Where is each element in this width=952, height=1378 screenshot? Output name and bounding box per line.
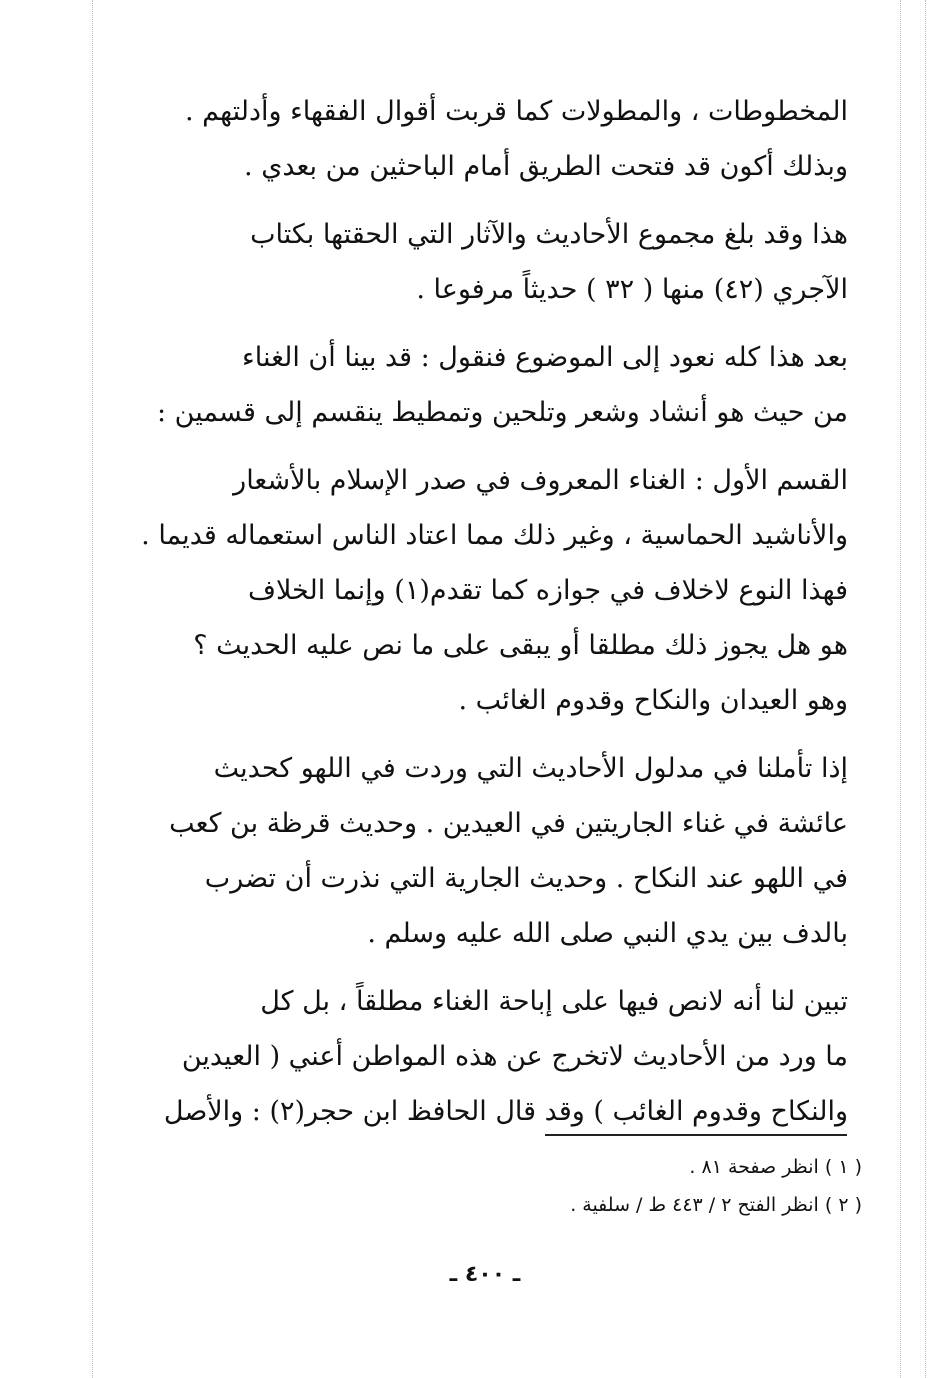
scan-guide-left	[92, 0, 93, 1378]
text-line: وهو العيدان والنكاح وقدوم الغائب .	[458, 685, 848, 716]
footnote-separator	[545, 1134, 847, 1136]
text-line: والأناشيد الحماسية ، وغير ذلك مما اعتاد الناس استعماله قديما .	[141, 520, 848, 551]
text-line: ما ورد من الأحاديث لاتخرج عن هذه المواطن أعني ( العيدين	[181, 1041, 848, 1072]
text-line: هو هل يجوز ذلك مطلقا أو يبقى على ما نص عليه الحديث ؟	[193, 630, 848, 661]
text-line: والنكاح وقدوم الغائب ) وقد قال الحافظ ابن حجر(٢) : والأصل	[163, 1096, 848, 1127]
footnote-2: ( ٢ ) انظر الفتح ٢ / ٤٤٣ ط / سلفية .	[570, 1194, 862, 1216]
text-line: بعد هذا كله نعود إلى الموضوع فنقول : قد بينا أن الغناء	[242, 342, 848, 373]
text-line: بالدف بين يدي النبي صلى الله عليه وسلم .	[367, 918, 848, 949]
paragraph	[132, 330, 848, 440]
footnotes	[400, 1148, 862, 1224]
body-text	[132, 84, 848, 1152]
text-line: في اللهو عند النكاح . وحديث الجارية التي نذرت أن تضرب	[204, 863, 848, 894]
text-line: المخطوطات ، والمطولات كما قربت أقوال الفقهاء وأدلتهم .	[184, 96, 848, 127]
text-line: عائشة في غناء الجاريتين في العيدين . وحديث قرظة بن كعب	[169, 808, 848, 839]
paragraph	[132, 84, 848, 194]
paragraph	[132, 207, 848, 317]
footnote-1: ( ١ ) انظر صفحة ٨١ .	[689, 1156, 862, 1178]
text-line: فهذا النوع لاخلاف في جوازه كما تقدم(١) وإنما الخلاف	[247, 575, 848, 606]
text-line: تبين لنا أنه لانص فيها على إباحة الغناء مطلقاً ، بل كل	[260, 986, 848, 1017]
text-line: إذا تأملنا في مدلول الأحاديث التي وردت في اللهو كحديث	[213, 753, 848, 784]
text-line: القسم الأول : الغناء المعروف في صدر الإسلام بالأشعار	[233, 465, 848, 496]
scan-guide-right-outer	[925, 0, 926, 1378]
scan-guide-right	[900, 0, 901, 1378]
paragraph	[132, 741, 848, 961]
paragraph	[132, 453, 848, 728]
text-line: من حيث هو أنشاد وشعر وتلحين وتمطيط ينقسم إلى قسمين :	[156, 397, 848, 428]
text-line: الآجري (٤٢) منها ( ٣٢ ) حديثاً مرفوعا .	[416, 274, 848, 305]
text-line: هذا وقد بلغ مجموع الأحاديث والآثار التي الحقتها بكتاب	[250, 219, 848, 250]
page-number: ـ ٤٠٠ ـ	[449, 1262, 521, 1287]
text-line: وبذلك أكون قد فتحت الطريق أمام الباحثين من بعدي .	[244, 151, 848, 182]
paragraph	[132, 974, 848, 1139]
